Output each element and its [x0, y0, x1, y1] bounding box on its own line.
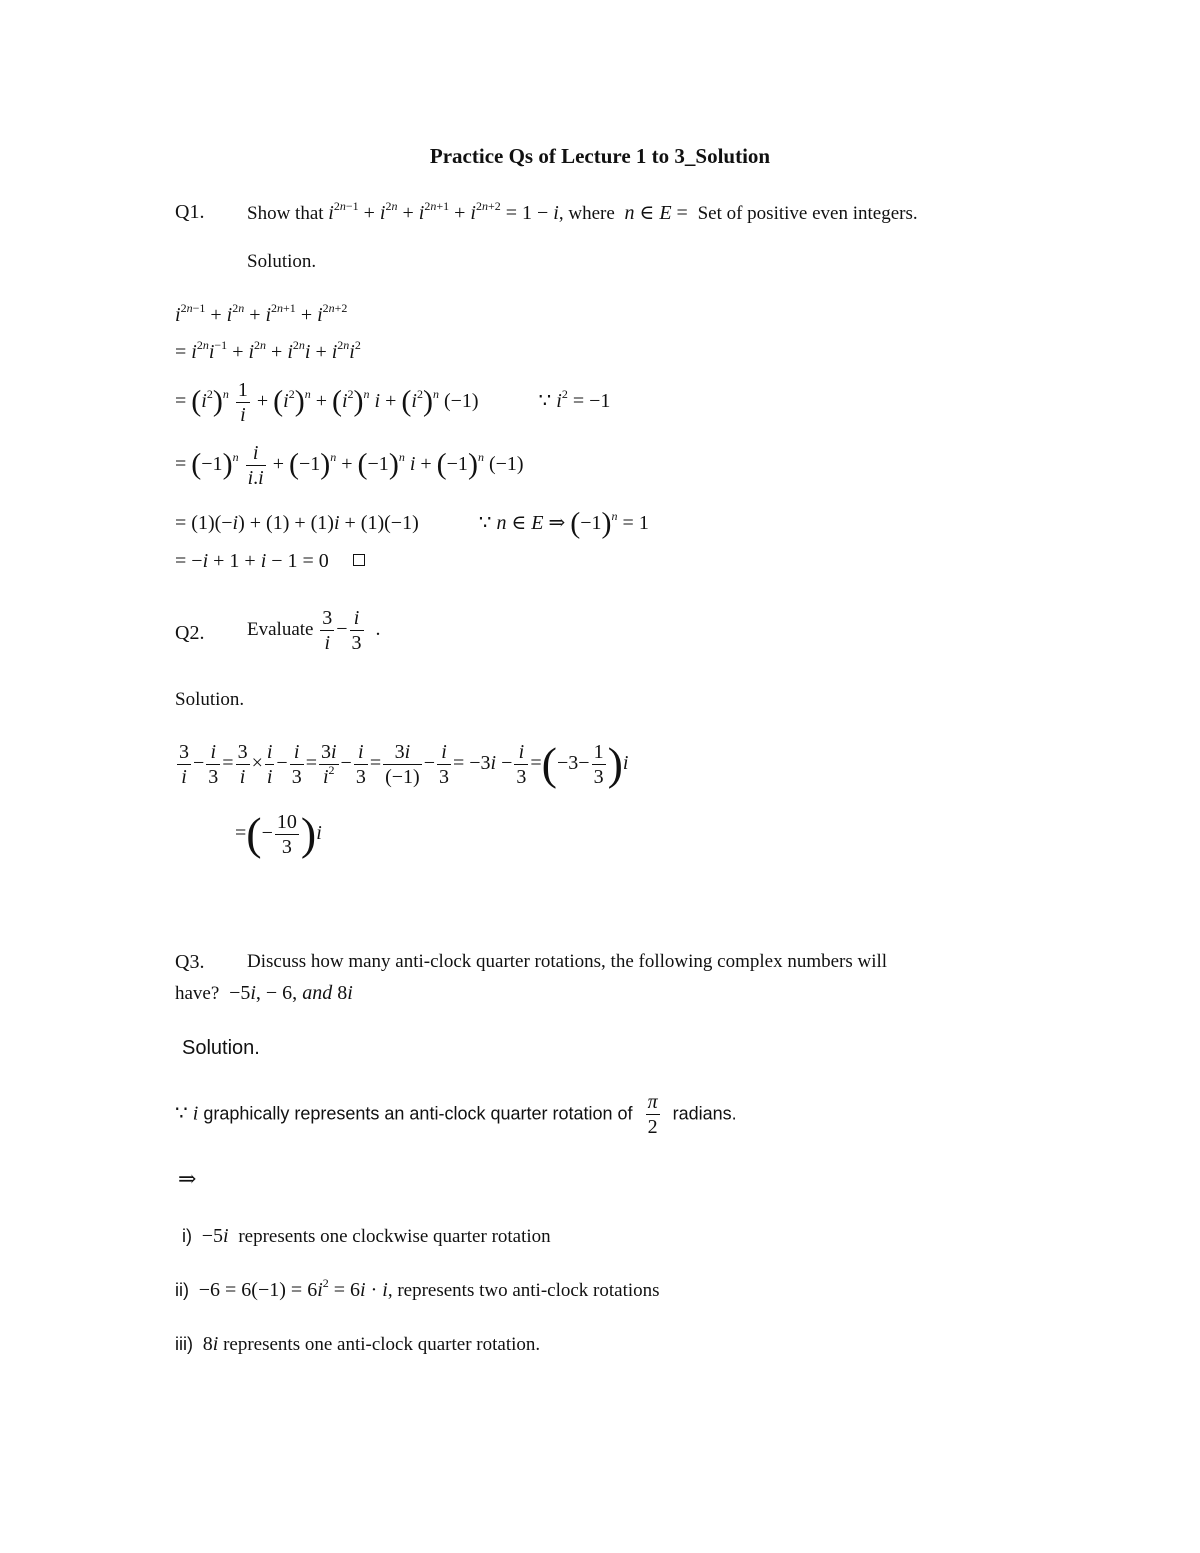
q3-have: have? — [175, 983, 220, 1004]
implies-arrow-icon: ⇒ — [178, 1166, 197, 1191]
q1-set-description: Set of positive even integers. — [697, 203, 918, 224]
q3-solution-label: Solution. — [182, 1037, 260, 1059]
q3-numbers: −5i, − 6, and 8i — [224, 982, 353, 1004]
q1-show-that: Show that — [247, 203, 324, 224]
because-i: ∵ i — [175, 1102, 199, 1125]
item2-label: ii) — [175, 1280, 189, 1300]
q3-label: Q3. — [175, 951, 205, 973]
q3-graphically: graphically represents an anti-clock quarter rotation of — [203, 1103, 633, 1124]
q2-statement — [247, 606, 381, 655]
item1-text: represents one clockwise quarter rotation — [238, 1226, 551, 1247]
item1-value: −5i — [196, 1225, 229, 1247]
q3-reason — [175, 1090, 737, 1139]
q1-label: Q1. — [175, 201, 205, 223]
q2-expression: $\frac{3}{i}$ − $\frac{i}{3}$ . — [322, 607, 381, 654]
item2-text: , represents two anti-clock rotations — [387, 1280, 660, 1301]
q3-item-3 — [175, 1333, 540, 1356]
item3-label: iii) — [175, 1334, 193, 1354]
pi-over-2: $\frac{\pi}{2}$ — [647, 1091, 658, 1138]
q2-label: Q2. — [175, 622, 205, 644]
q3-radians: radians. — [672, 1103, 737, 1124]
q1-solution-label: Solution. — [247, 251, 317, 272]
q1-where: , where — [558, 203, 615, 224]
item3-value: 8i — [197, 1333, 219, 1355]
q2-step-1: $\frac{3}{i}$ − $\frac{i}{3}$ = $\frac{3}{i}$ × $\frac{i}{i}$ − $\frac{i}{3}$ = $\frac{3i}{i^2}$ − $\frac{i}{3}$ = $\frac{3i}{(-1)}$ − $\frac{i}{3}$ = −3i − $\frac{i}{3}$ =(−3− $\frac{1}{3}$ )i — [179, 738, 629, 790]
q1-step-1: $i^{2n-1} + i^{2n} + i^{2n+1} + i^{2n+2}$ — [175, 301, 348, 326]
q2-step-2: =(− $\frac{10}{3}$ )i — [235, 808, 322, 860]
q2-evaluate: Evaluate — [247, 619, 314, 641]
q3-question-line2 — [175, 982, 353, 1005]
q1-step-4: = $(-1)^n$ $\frac{i}{i.i}$ + $(-1)^n + (-1)^n$ $i + (-1)^n$ (−1) — [175, 442, 524, 489]
q3-item-2 — [175, 1276, 660, 1302]
page-title: Practice Qs of Lecture 1 to 3_Solution — [429, 144, 771, 168]
item2-equation: $-6 = 6(-1) = 6i^2 = 6i \cdot i$ — [193, 1276, 388, 1301]
q1-set-symbol: n ∈ E = — [624, 202, 693, 224]
q3-question-line1: Discuss how many anti-clock quarter rotations, the following complex numbers will — [247, 951, 888, 972]
item1-label: i) — [182, 1226, 192, 1246]
q1-step-5: = (1)(−i) + (1) + (1)i + (1)(−1) ∵ n ∈ E ⇒ $(-1)^n = 1$ — [175, 506, 649, 540]
q1-step-3: = $(i^2)^n$ $\frac{1}{i}$ + $(i^2)^n + (i^2)^n$ $i + (i^2)^n$ (−1) ∵ $i^2 = -1$ — [175, 379, 611, 426]
q1-identity: $i^{2n-1} + i^{2n} + i^{2n+1} + i^{2n+2} = 1 - i$ — [328, 199, 559, 224]
item3-text: represents one anti-clock quarter rotation. — [223, 1334, 541, 1355]
q1-step-2: = $i^{2n}i^{-1} + i^{2n} + i^{2n}i + i^{2n}i^2$ — [175, 338, 361, 363]
q1-step-6: = −i + 1 + i − 1 = 0 — [175, 550, 365, 573]
q2-solution-label: Solution. — [175, 689, 245, 710]
q3-item-1 — [182, 1225, 551, 1248]
q1-statement — [247, 200, 918, 225]
qed-box-icon — [353, 554, 365, 566]
